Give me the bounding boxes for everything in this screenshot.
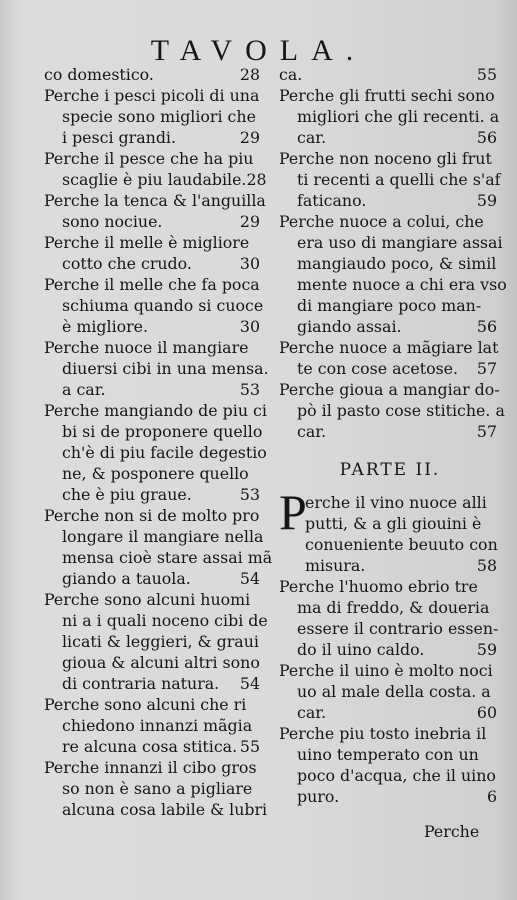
entry-line-last	[44, 316, 264, 337]
entry-line: car.	[297, 703, 327, 722]
index-entry	[44, 694, 264, 757]
entry-line: Perche mangiando de piu ci	[44, 401, 267, 420]
entry-line: conueniente beuuto con	[305, 535, 498, 554]
entry-line: re alcuna cosa stitica.	[62, 737, 238, 756]
entry-line: Perche non noceno gli frut	[279, 149, 492, 168]
index-entry	[279, 379, 505, 442]
entry-line: essere il contrario essen-	[297, 619, 499, 638]
entry-line: giando a tauola.	[62, 569, 191, 588]
entry-line: Perche non si de molto pro	[44, 506, 260, 525]
entry-line: Perche l'huomo ebrio tre	[279, 577, 478, 596]
index-entry	[44, 505, 273, 589]
entry-line-last	[44, 127, 264, 148]
entry-line: mente nuoce a chi era vso	[297, 275, 507, 294]
index-entry	[279, 576, 501, 660]
entry-line: i pesci grandi.	[62, 128, 177, 147]
entry-line-last	[279, 190, 501, 211]
entry-line: misura.	[305, 556, 366, 575]
index-entry	[279, 723, 501, 807]
page-number: 57	[476, 422, 497, 441]
entry-line: poco d'acqua, che il uino	[297, 766, 496, 785]
page-number: 59	[476, 191, 497, 210]
entry-line: uo al male della costa. a	[297, 682, 491, 701]
entry-line: scaglie è piu laudabile.	[62, 170, 247, 189]
index-entry	[44, 85, 264, 148]
page-number: 54	[239, 569, 260, 588]
page-number: 30	[239, 254, 260, 273]
entry-line-last	[44, 568, 264, 589]
entry-line: Perche il uino è molto noci	[279, 661, 493, 680]
entry-line: puro.	[297, 787, 340, 806]
entry-line: di contraria natura.	[62, 674, 220, 693]
index-entry	[44, 757, 268, 820]
entry-line: bi si de proponere quello	[62, 422, 263, 441]
entry-line: è migliore.	[62, 317, 149, 336]
entry-line: gioua & alcuni altri sono	[62, 653, 260, 672]
page-number: 53	[239, 380, 260, 399]
left-column	[44, 64, 273, 820]
section-heading: PARTE II.	[339, 460, 441, 480]
entry-line: Perche innanzi il cibo gros	[44, 758, 257, 777]
index-entry	[44, 232, 264, 274]
entry-line: faticano.	[297, 191, 367, 210]
entry-line: cotto che crudo.	[62, 254, 192, 273]
entry-line: Perche il melle che fa poca	[44, 275, 260, 294]
entry-line: Perche piu tosto inebria il	[279, 724, 487, 743]
entry-line: Perche gli frutti sechi sono	[279, 86, 495, 105]
page-number: 56	[476, 317, 497, 336]
entry-line: longare il mangiare nella	[62, 527, 264, 546]
index-entry	[44, 589, 268, 694]
entry-line-last	[44, 169, 267, 190]
entry-line: uino temperato con un	[297, 745, 479, 764]
page-number: 57	[476, 359, 497, 378]
page-number: 28	[239, 65, 260, 84]
entry-line-last	[279, 64, 501, 85]
entry-line-last	[44, 673, 264, 694]
entry-line: era uso di mangiare assai	[297, 233, 503, 252]
entry-line: schiuma quando si cuoce	[62, 296, 264, 315]
right-column-part-one	[279, 64, 507, 442]
entry-line: a car.	[62, 380, 106, 399]
entry-line: Perche sono alcuni huomi	[44, 590, 251, 609]
index-entry	[44, 337, 269, 400]
page-number: 30	[239, 317, 260, 336]
entry-line-last	[279, 786, 501, 807]
index-entry	[279, 64, 501, 85]
page-number: 29	[239, 128, 260, 147]
page-number: 55	[239, 737, 260, 756]
catchword: Perche	[424, 822, 480, 841]
entry-line-last	[279, 316, 501, 337]
entry-line: ti recenti a quelli che s'af	[297, 170, 501, 189]
entry-line: Perche gioua a mangiar do-	[279, 380, 500, 399]
index-entry	[44, 64, 264, 85]
entry-line: ne, & posponere quello	[62, 464, 249, 483]
entry-line: Perche nuoce il mangiare	[44, 338, 249, 357]
entry-line: car.	[297, 422, 327, 441]
index-entry	[44, 274, 264, 337]
page-number: 60	[476, 703, 497, 722]
entry-line-last	[279, 421, 501, 442]
entry-line: di mangiare poco man-	[297, 296, 482, 315]
entry-line-last	[44, 484, 264, 505]
entry-line-last	[44, 211, 264, 232]
entry-line: Perche nuoce a mãgiare lat	[279, 338, 499, 357]
entry-line-last	[44, 379, 264, 400]
entry-line: mensa cioè stare assai mã	[62, 548, 273, 567]
page-number: 55	[476, 65, 497, 84]
index-entry	[279, 211, 507, 337]
entry-line: car.	[297, 128, 327, 147]
page-number: 28	[246, 170, 267, 189]
entry-line: so non è sano a pigliare	[62, 779, 253, 798]
index-entry	[279, 660, 501, 723]
entry-line: Perche il pesce che ha piu	[44, 149, 254, 168]
entry-line: do il uino caldo.	[297, 640, 425, 659]
entry-line: alcuna cosa labile & lubri	[62, 800, 268, 819]
entry-line: Perche i pesci picoli di una	[44, 86, 260, 105]
entry-line: diuersi cibi in una mensa.	[62, 359, 269, 378]
entry-line-last	[44, 736, 264, 757]
page-number: 29	[239, 212, 260, 231]
entry-line: Perche la tenca & l'anguilla	[44, 191, 266, 210]
entry-line: chiedono innanzi mãgia	[62, 716, 253, 735]
entry-line: che è piu graue.	[62, 485, 192, 504]
page-title: TAVOLA.	[150, 34, 367, 67]
page-number: 53	[239, 485, 260, 504]
entry-line: erche il vino nuoce alli	[305, 493, 487, 512]
index-entry	[279, 337, 501, 379]
dropcap-entry	[279, 484, 501, 576]
index-entry	[44, 400, 267, 505]
entry-line: ch'è di piu facile degestio	[62, 443, 267, 462]
entry-line: pò il pasto cose stitiche. a	[297, 401, 505, 420]
index-entry	[44, 148, 267, 190]
entry-line-last	[44, 253, 264, 274]
entry-line-last	[279, 555, 501, 576]
index-entry	[44, 190, 264, 232]
page-number: 58	[476, 556, 497, 575]
entry-line: Perche nuoce a colui, che	[279, 212, 484, 231]
page-number: 6	[486, 787, 497, 806]
page-number: 56	[476, 128, 497, 147]
entry-line-last	[279, 702, 501, 723]
entry-line: putti, & a gli giouini è	[305, 514, 482, 533]
entry-line-last	[279, 639, 501, 660]
entry-line-last	[44, 64, 264, 85]
entry-line: licati & leggieri, & graui	[62, 632, 259, 651]
page-number: 54	[239, 674, 260, 693]
entry-line: Perche sono alcuni che ri	[44, 695, 247, 714]
index-entry	[279, 148, 501, 211]
page-number: 59	[476, 640, 497, 659]
entry-line: co domestico.	[44, 65, 154, 84]
entry-line: mangiaudo poco, & simil	[297, 254, 497, 273]
right-column	[279, 64, 507, 807]
entry-line-last	[279, 358, 501, 379]
right-column-part-two	[279, 576, 501, 807]
entry-line: te con cose acetose.	[297, 359, 459, 378]
entry-line: Perche il melle è migliore	[44, 233, 250, 252]
entry-line: sono nociue.	[62, 212, 163, 231]
dropcap-letter: P	[279, 484, 307, 540]
entry-line: ni a i quali noceno cibi de	[62, 611, 268, 630]
entry-line: ca.	[279, 65, 303, 84]
entry-line: migliori che gli recenti. a	[297, 107, 500, 126]
index-entry	[279, 85, 501, 148]
entry-line: giando assai.	[297, 317, 402, 336]
entry-line: ma di freddo, & doueria	[297, 598, 490, 617]
entry-line-last	[279, 127, 501, 148]
entry-line: specie sono migliori che	[62, 107, 256, 126]
